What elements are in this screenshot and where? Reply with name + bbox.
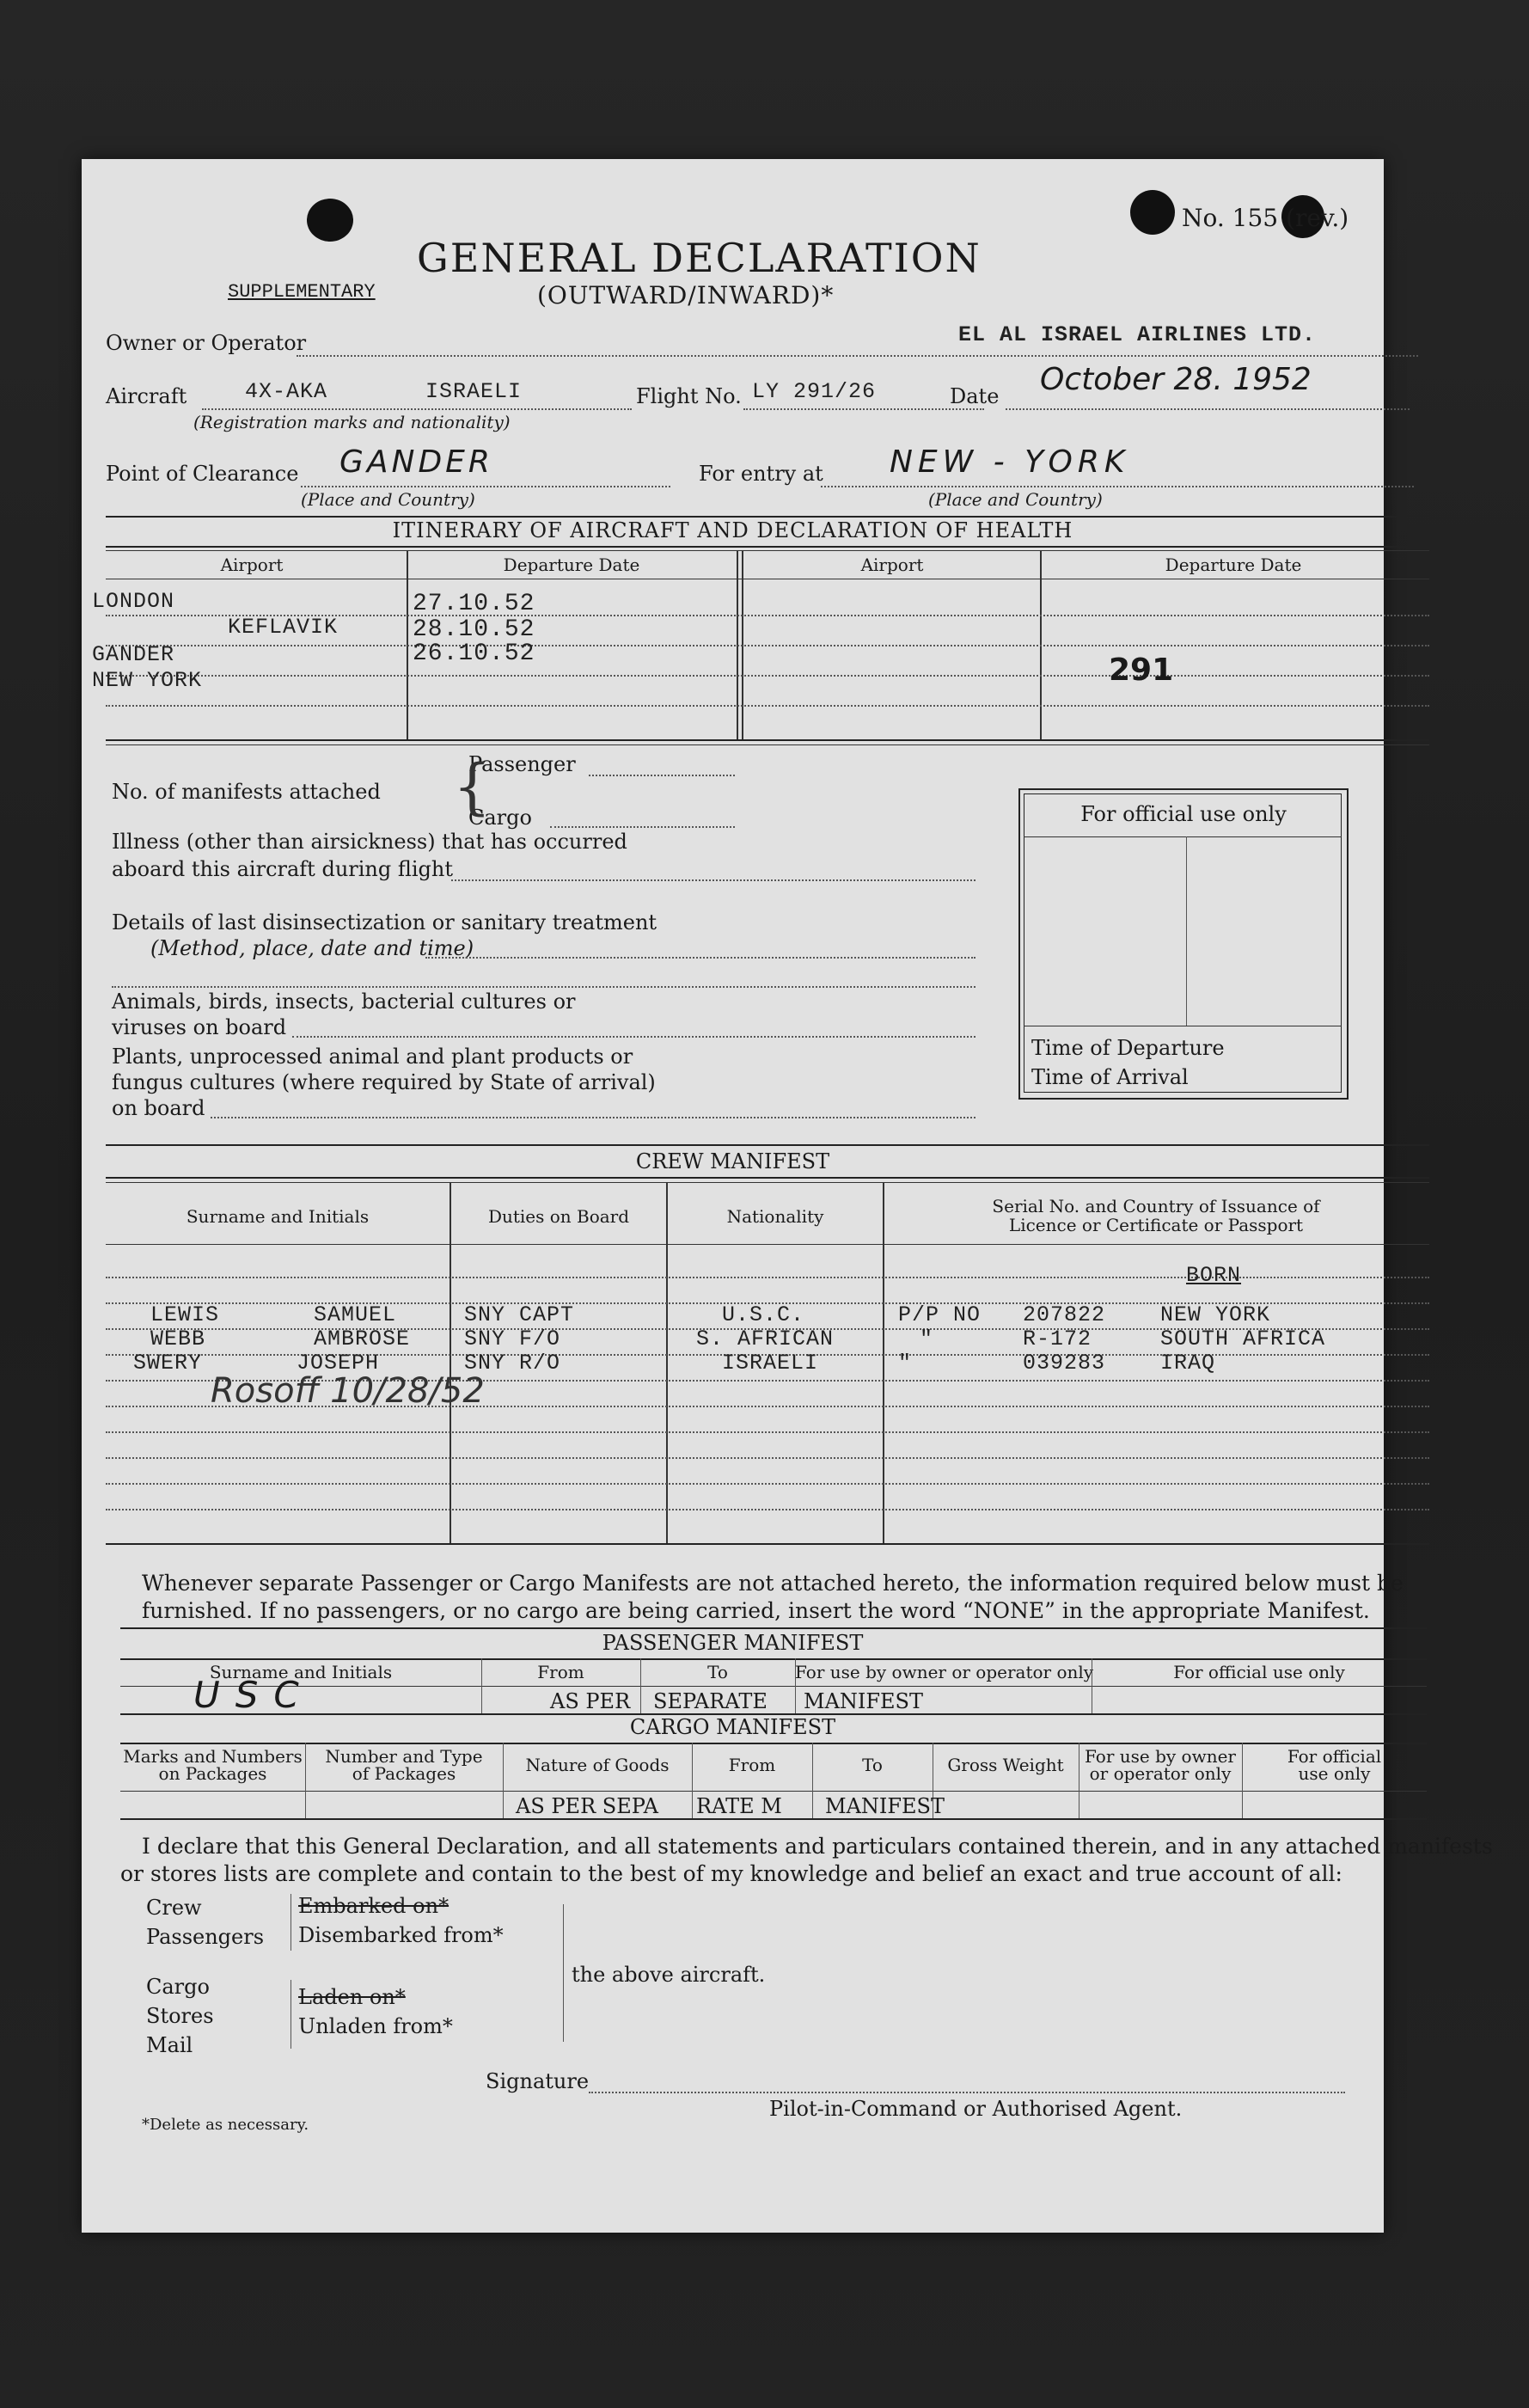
crew-row-2-number: R-172 bbox=[1023, 1327, 1092, 1351]
itinerary-bottom-rule-2 bbox=[106, 744, 1429, 745]
itinerary-airport-4: NEW YORK bbox=[92, 668, 203, 693]
decl-passengers: Passengers bbox=[146, 1925, 265, 1949]
passenger-divider-3 bbox=[795, 1658, 796, 1713]
itinerary-row-line-4 bbox=[106, 705, 1429, 707]
crew-col-surname: Surname and Initials bbox=[186, 1206, 370, 1227]
crew-row-2-surname: WEBB bbox=[150, 1327, 206, 1351]
flight-value: LY 291/26 bbox=[752, 379, 877, 404]
cargo-divider-2 bbox=[503, 1743, 504, 1818]
cargo-col-marks-1: Marks and Numbers bbox=[123, 1746, 303, 1767]
itinerary-row-line-3 bbox=[106, 675, 1429, 677]
crew-row-3-number: 039283 bbox=[1023, 1351, 1106, 1376]
illness-line bbox=[451, 879, 976, 881]
crew-row-3-surname: SWERY bbox=[133, 1351, 203, 1376]
crew-row-line-8 bbox=[106, 1457, 1429, 1459]
crew-born-label: BORN bbox=[1186, 1263, 1242, 1288]
crew-col-serial-2: Licence or Certificate or Passport bbox=[1008, 1215, 1304, 1235]
date-label: Date bbox=[950, 384, 1000, 408]
itinerary-col-departure-left: Departure Date bbox=[503, 555, 640, 575]
cargo-bottom-rule bbox=[120, 1818, 1427, 1820]
notice-line-1: Whenever separate Passenger or Cargo Manifests are not attached hereto, the information required below must be bbox=[142, 1571, 1404, 1596]
illness-label-1: Illness (other than airsickness) that has occurred bbox=[112, 830, 627, 854]
date-line bbox=[1006, 408, 1410, 410]
clearance-value: GANDER bbox=[339, 444, 493, 480]
decl-brace-outer bbox=[563, 1904, 564, 2042]
signature-label: Signature bbox=[486, 2069, 590, 2093]
declaration-line-2: or stores lists are complete and contain to the best of my knowledge and belief an exact and true account of all: bbox=[120, 1861, 1342, 1886]
supplementary-label: SUPPLEMENTARY bbox=[228, 281, 376, 303]
cargo-label: Cargo bbox=[468, 806, 532, 830]
punch-hole-right bbox=[1130, 190, 1175, 235]
crew-col-duties: Duties on Board bbox=[487, 1206, 630, 1227]
crew-row-3-duty: SNY R/O bbox=[464, 1351, 561, 1376]
disinsect-label-2: (Method, place, date and time) bbox=[150, 936, 474, 960]
crew-divider-3 bbox=[883, 1182, 884, 1543]
cargo-divider-1 bbox=[305, 1743, 306, 1818]
passenger-col-rule bbox=[120, 1686, 1427, 1687]
crew-top-rule bbox=[106, 1144, 1429, 1146]
cargo-col-number-1: Number and Type bbox=[325, 1746, 483, 1767]
crew-row-2-nationality: S. AFRICAN bbox=[696, 1327, 835, 1351]
cargo-col-owner-2: or operator only bbox=[1089, 1763, 1232, 1784]
itinerary-top-rule bbox=[106, 516, 1429, 518]
clearance-line bbox=[301, 486, 670, 487]
itinerary-airport-3: GANDER bbox=[92, 642, 175, 667]
notice-line-2: furnished. If no passengers, or no cargo are being carried, insert the word “NONE” in the appropriate Manifest. bbox=[142, 1598, 1370, 1623]
itinerary-col-airport-left: Airport bbox=[220, 555, 284, 575]
punch-hole-left bbox=[307, 199, 353, 242]
itinerary-stamp-number: 291 bbox=[1109, 653, 1174, 688]
passenger-col-to: To bbox=[707, 1662, 728, 1682]
crew-col-nationality: Nationality bbox=[726, 1206, 824, 1227]
cargo-value-1: AS PER SEPA bbox=[516, 1794, 659, 1818]
crew-row-2-born: SOUTH AFRICA bbox=[1160, 1327, 1326, 1351]
crew-row-1-doc: P/P NO bbox=[898, 1302, 982, 1327]
crew-col-rule bbox=[106, 1244, 1429, 1245]
entry-line bbox=[821, 486, 1414, 487]
crew-row-1-born: NEW YORK bbox=[1160, 1302, 1271, 1327]
official-use-heading-rule bbox=[1024, 836, 1342, 837]
flight-label: Flight No. bbox=[636, 384, 742, 408]
manifests-label: No. of manifests attached bbox=[112, 780, 381, 804]
crew-row-line-7 bbox=[106, 1431, 1429, 1433]
decl-laden: Laden on* bbox=[298, 1985, 406, 2009]
owner-label: Owner or Operator bbox=[106, 331, 307, 355]
passenger-col-owner: For use by owner or operator only bbox=[795, 1662, 1094, 1682]
crew-heading-rule-2 bbox=[106, 1182, 1429, 1183]
signature-line bbox=[589, 2092, 1345, 2093]
passenger-col-official: For official use only bbox=[1173, 1662, 1345, 1682]
cargo-col-nature: Nature of Goods bbox=[525, 1755, 670, 1775]
cargo-col-owner-1: For use by owner bbox=[1085, 1746, 1236, 1767]
plants-label-3: on board bbox=[112, 1096, 205, 1120]
crew-row-2-doc: " bbox=[920, 1327, 934, 1351]
passenger-col-from: From bbox=[537, 1662, 584, 1682]
clearance-label: Point of Clearance bbox=[106, 462, 299, 486]
itinerary-airport-1: LONDON bbox=[92, 589, 175, 614]
crew-row-3-doc: " bbox=[898, 1351, 913, 1376]
crew-row-line-10 bbox=[106, 1509, 1429, 1510]
cargo-col-rule bbox=[120, 1791, 1427, 1792]
time-of-arrival: Time of Arrival bbox=[1031, 1065, 1189, 1089]
itinerary-heading: ITINERARY OF AIRCRAFT AND DECLARATION OF HEALTH bbox=[392, 518, 1073, 542]
crew-col-serial-1: Serial No. and Country of Issuance of bbox=[992, 1196, 1320, 1216]
decl-cargo: Cargo bbox=[146, 1975, 210, 1999]
aircraft-line bbox=[202, 408, 632, 410]
cargo-manifest-heading: CARGO MANIFEST bbox=[629, 1715, 836, 1739]
itinerary-bottom-rule bbox=[106, 739, 1429, 741]
passenger-divider-2 bbox=[640, 1658, 641, 1713]
cargo-value-2: RATE M bbox=[696, 1794, 782, 1818]
form-subtitle: (OUTWARD/INWARD)* bbox=[537, 281, 835, 309]
passenger-label: Passenger bbox=[468, 752, 576, 776]
crew-row-1-initials: SAMUEL bbox=[314, 1302, 397, 1327]
disinsect-line-2 bbox=[112, 986, 976, 988]
itinerary-airport-2: KEFLAVIK bbox=[228, 615, 339, 640]
decl-above-aircraft: the above aircraft. bbox=[572, 1963, 766, 1987]
crew-row-1-duty: SNY CAPT bbox=[464, 1302, 575, 1327]
cargo-divider-3 bbox=[692, 1743, 693, 1818]
crew-row-3-nationality: ISRAELI bbox=[722, 1351, 819, 1376]
footnote: *Delete as necessary. bbox=[142, 2116, 309, 2134]
cargo-col-number-2: of Packages bbox=[352, 1763, 456, 1784]
passenger-line bbox=[589, 775, 735, 776]
passenger-divider-1 bbox=[481, 1658, 482, 1713]
plants-line bbox=[211, 1117, 976, 1118]
aircraft-nationality: ISRAELI bbox=[425, 379, 523, 404]
cargo-col-from: From bbox=[728, 1755, 776, 1775]
animals-label-1: Animals, birds, insects, bacterial cultures or bbox=[112, 990, 576, 1014]
itinerary-row-line-2 bbox=[106, 645, 1429, 646]
itinerary-col-departure-right: Departure Date bbox=[1165, 555, 1302, 575]
itinerary-date-1: 27.10.52 bbox=[413, 591, 535, 617]
crew-row-2-initials: AMBROSE bbox=[314, 1327, 411, 1351]
passenger-value-1: AS PER bbox=[550, 1689, 631, 1713]
plants-label-1: Plants, unprocessed animal and plant products or bbox=[112, 1045, 633, 1069]
cargo-col-official-1: For official bbox=[1287, 1746, 1382, 1767]
owner-value: EL AL ISRAEL AIRLINES LTD. bbox=[958, 322, 1317, 347]
pilot-label: Pilot-in-Command or Authorised Agent. bbox=[769, 2097, 1183, 2121]
animals-label-2: viruses on board bbox=[112, 1015, 287, 1039]
decl-unladen: Unladen from* bbox=[298, 2014, 453, 2038]
crew-divider-1 bbox=[450, 1182, 451, 1543]
disinsect-label-1: Details of last disinsectization or sanitary treatment bbox=[112, 910, 657, 934]
crew-row-2-duty: SNY F/O bbox=[464, 1327, 561, 1351]
decl-embarked: Embarked on* bbox=[298, 1894, 450, 1918]
cargo-line bbox=[550, 826, 735, 828]
crew-heading-rule bbox=[106, 1177, 1429, 1179]
decl-stores: Stores bbox=[146, 2004, 214, 2028]
declaration-line-1: I declare that this General Declaration, and all statements and particulars contained therein, and in any attached manifests bbox=[142, 1834, 1493, 1859]
form-title: GENERAL DECLARATION bbox=[417, 235, 982, 281]
crew-row-3-born: IRAQ bbox=[1160, 1351, 1216, 1376]
cargo-value-3: MANIFEST bbox=[825, 1794, 945, 1818]
form-number: No. 155 (rev.) bbox=[1182, 204, 1349, 232]
official-use-heading: For official use only bbox=[1080, 802, 1287, 826]
entry-note: (Place and Country) bbox=[928, 489, 1103, 510]
time-of-departure: Time of Departure bbox=[1031, 1036, 1225, 1060]
crew-row-line-9 bbox=[106, 1483, 1429, 1485]
date-value: October 28. 1952 bbox=[1040, 362, 1312, 397]
passenger-col-surname: Surname and Initials bbox=[209, 1662, 393, 1682]
itinerary-date-3: 26.10.52 bbox=[413, 640, 535, 667]
clearance-note: (Place and Country) bbox=[301, 489, 475, 510]
itinerary-col-airport-right: Airport bbox=[860, 555, 924, 575]
animals-line bbox=[292, 1036, 976, 1038]
crew-divider-2 bbox=[666, 1182, 668, 1543]
crew-row-1-surname: LEWIS bbox=[150, 1302, 220, 1327]
official-use-divider bbox=[1186, 836, 1187, 1026]
cargo-heading-rule bbox=[120, 1743, 1427, 1744]
aircraft-note: (Registration marks and nationality) bbox=[193, 412, 511, 432]
crew-bottom-rule bbox=[106, 1543, 1429, 1545]
passenger-top-rule bbox=[120, 1627, 1427, 1629]
itinerary-date-2: 28.10.52 bbox=[413, 616, 535, 643]
passenger-heading-rule bbox=[120, 1658, 1427, 1660]
decl-disembarked: Disembarked from* bbox=[298, 1923, 504, 1947]
cargo-col-weight: Gross Weight bbox=[947, 1755, 1064, 1775]
passenger-manifest-heading: PASSENGER MANIFEST bbox=[602, 1631, 864, 1655]
cargo-divider-7 bbox=[1242, 1743, 1243, 1818]
cargo-col-to: To bbox=[862, 1755, 883, 1775]
declaration-sheet bbox=[82, 159, 1493, 2233]
cargo-col-official-2: use only bbox=[1298, 1763, 1371, 1784]
crew-row-1-number: 207822 bbox=[1023, 1302, 1106, 1327]
manifest-brace: { bbox=[453, 751, 492, 822]
cargo-col-marks-2: on Packages bbox=[158, 1763, 267, 1784]
passenger-value-2: SEPARATE bbox=[653, 1689, 768, 1713]
crew-handwritten-signature: Rosoff 10/28/52 bbox=[211, 1371, 485, 1411]
decl-mail: Mail bbox=[146, 2033, 193, 2057]
entry-label: For entry at bbox=[699, 462, 823, 486]
crew-heading: CREW MANIFEST bbox=[635, 1149, 830, 1173]
plants-label-2: fungus cultures (where required by State of arrival) bbox=[112, 1070, 656, 1094]
itinerary-heading-rule-2 bbox=[106, 550, 1429, 551]
entry-value: NEW - YORK bbox=[890, 444, 1130, 480]
cargo-divider-4 bbox=[812, 1743, 813, 1818]
crew-row-3-initials: JOSEPH bbox=[297, 1351, 380, 1376]
owner-line bbox=[297, 355, 1418, 357]
decl-crew: Crew bbox=[146, 1896, 202, 1920]
illness-label-2: aboard this aircraft during flight bbox=[112, 857, 454, 881]
aircraft-registration: 4X-AKA bbox=[245, 379, 328, 404]
itinerary-heading-rule bbox=[106, 546, 1429, 548]
disinsect-line-1 bbox=[425, 957, 976, 959]
flight-line bbox=[743, 408, 984, 410]
aircraft-label: Aircraft bbox=[106, 384, 187, 408]
passenger-value-3: MANIFEST bbox=[804, 1689, 924, 1713]
passenger-handwritten: USC bbox=[193, 1674, 315, 1716]
crew-row-1-nationality: U.S.C. bbox=[722, 1302, 805, 1327]
